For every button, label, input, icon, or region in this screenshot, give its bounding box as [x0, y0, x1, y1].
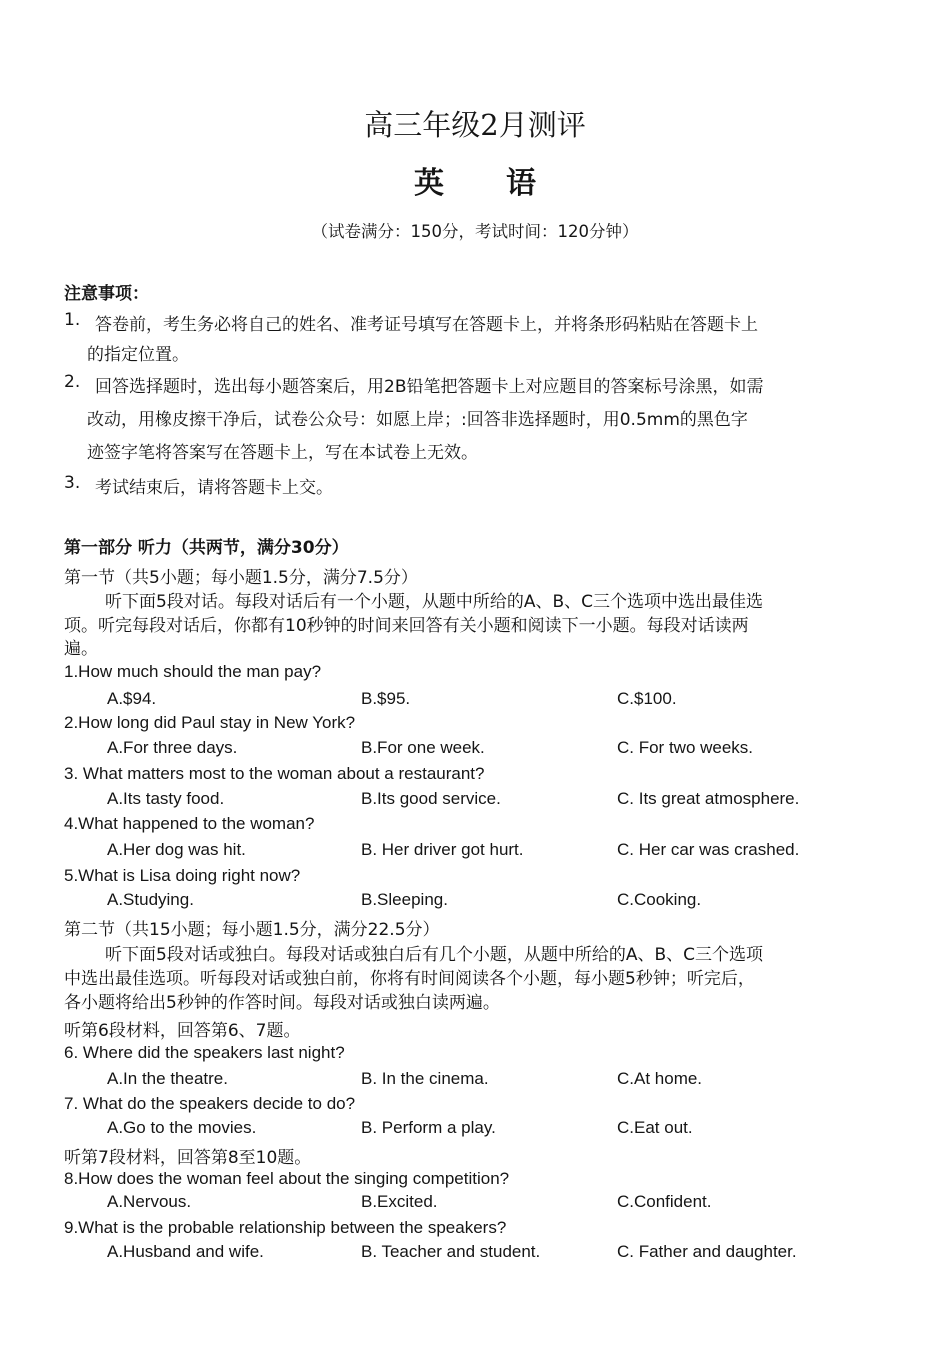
option-c: C. For two weeks.: [617, 738, 754, 757]
section2-instructions: 各小题将给出5秒钟的作答时间。每段对话或独白读两遍。: [64, 993, 500, 1013]
section2-instructions: 听下面5段对话或独白。每段对话或独白后有几个小题，从题中所给的A、B、C三个选项: [105, 945, 763, 965]
notice-item-number: 3.: [64, 473, 81, 493]
section2-heading: 第二节（共15小题；每小题1.5分，满分22.5分）: [64, 920, 440, 940]
exam-info: （试卷满分：150分，考试时间：120分钟）: [311, 222, 639, 241]
option-b: B. Her driver got hurt.: [361, 840, 524, 859]
option-a: A.Her dog was hit.: [107, 840, 246, 859]
option-c: C.Eat out.: [617, 1118, 693, 1137]
option-c: C. Her car was crashed.: [617, 840, 800, 859]
question-text: 5.What is Lisa doing right now?: [64, 866, 301, 885]
option-c: C. Father and daughter.: [617, 1242, 797, 1261]
question-text: 8.How does the woman feel about the singing competition?: [64, 1169, 510, 1188]
question-text: 7. What do the speakers decide to do?: [64, 1094, 356, 1113]
option-c: C.At home.: [617, 1069, 703, 1088]
section1-instructions: 遍。: [64, 639, 98, 659]
notice-item-number: 1.: [64, 310, 81, 330]
section1-instructions: 听下面5段对话。每段对话后有一个小题，从题中所给的A、B、C三个选项中选出最佳选: [105, 592, 763, 612]
notice-item-line: 回答选择题时，选出每小题答案后，用2B铅笔把答题卡上对应题目的答案标号涂黑，如需: [95, 377, 764, 397]
option-a: A.For three days.: [107, 738, 238, 757]
option-a: A.Nervous.: [107, 1192, 192, 1211]
option-a: A.Go to the movies.: [107, 1118, 257, 1137]
question-text: 2.How long did Paul stay in New York?: [64, 713, 356, 732]
section2-instructions: 中选出最佳选项。听每段对话或独白前，你将有时间阅读各个小题，每小题5秒钟；听完后，: [64, 969, 755, 989]
material-6-label: 听第6段材料，回答第6、7题。: [64, 1021, 301, 1041]
page-title: 高三年级2月测评: [364, 108, 586, 142]
option-b: B.For one week.: [361, 738, 485, 757]
notice-item-line: 答卷前，考生务必将自己的姓名、准考证号填写在答题卡上，并将条形码粘贴在答题卡上: [95, 315, 758, 335]
option-a: A.Its tasty food.: [107, 789, 225, 808]
notice-item-line: 考试结束后，请将答题卡上交。: [95, 478, 333, 498]
question-text: 1.How much should the man pay?: [64, 662, 322, 681]
material-7-label: 听第7段材料，回答第8至10题。: [64, 1148, 312, 1168]
notice-heading: 注意事项：: [64, 284, 149, 304]
option-a: A.In the theatre.: [107, 1069, 228, 1088]
option-a: A.$94.: [107, 689, 157, 708]
question-text: 6. Where did the speakers last night?: [64, 1043, 345, 1062]
option-a: A.Studying.: [107, 890, 194, 909]
option-b: B.Sleeping.: [361, 890, 448, 909]
option-b: B.Excited.: [361, 1192, 438, 1211]
option-b: B. Perform a play.: [361, 1118, 496, 1137]
section1-instructions: 项。听完每段对话后，你都有10秒钟的时间来回答有关小题和阅读下一小题。每段对话读两: [64, 616, 749, 636]
part1-heading: 第一部分 听力（共两节，满分30分）: [64, 538, 349, 558]
option-b: B. Teacher and student.: [361, 1242, 541, 1261]
notice-item-line: 改动，用橡皮擦干净后，试卷公众号：如愿上岸；:回答非选择题时，用0.5mm的黑色字: [87, 410, 748, 430]
option-b: B.$95.: [361, 689, 411, 708]
question-text: 3. What matters most to the woman about a restaurant?: [64, 764, 485, 783]
option-c: C.Cooking.: [617, 890, 702, 909]
option-c: C. Its great atmosphere.: [617, 789, 800, 808]
option-a: A.Husband and wife.: [107, 1242, 264, 1261]
question-text: 4.What happened to the woman?: [64, 814, 315, 833]
question-text: 9.What is the probable relationship between the speakers?: [64, 1218, 507, 1237]
option-c: C.$100.: [617, 689, 677, 708]
option-b: B.Its good service.: [361, 789, 501, 808]
notice-item-line: 的指定位置。: [87, 345, 189, 365]
section1-heading: 第一节（共5小题；每小题1.5分，满分7.5分）: [64, 568, 418, 588]
notice-item-line: 迹签字笔将答案写在答题卡上，写在本试卷上无效。: [87, 443, 478, 463]
option-b: B. In the cinema.: [361, 1069, 489, 1088]
notice-item-number: 2.: [64, 372, 81, 392]
option-c: C.Confident.: [617, 1192, 712, 1211]
subject-title: 英语: [414, 166, 598, 201]
